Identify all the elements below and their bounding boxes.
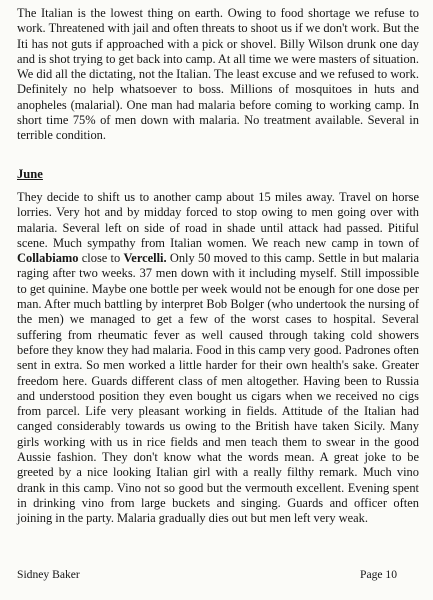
footer-author: Sidney Baker bbox=[17, 568, 80, 581]
paragraph-malaria-camp: The Italian is the lowest thing on earth. Owing to food shortage we refuse to work. Threatened with jail and often threats to shoot us if we don't work. But the Iti has not guts if approached with a pick or shovel. Billy Wilson drunk one day and is shot trying to get back into camp. At all time we were masters of situation. We did all the dictating, not the Italian. The least excuse and we refused to work. Definitely no help whatsoever to boss. Millions of mosquitoes in huts and anopheles (malarial). One man had malaria before coming to working camp. In short time 75% of men down with malaria. No treatment available. Several in terrible condition. bbox=[17, 6, 419, 143]
footer-page-number: Page 10 bbox=[360, 568, 398, 581]
section-heading: June bbox=[17, 167, 43, 181]
place-name-collabiamo: Collabiamo bbox=[17, 251, 79, 266]
place-name-vercelli: Vercelli. bbox=[123, 251, 167, 266]
paragraph-june-text-a: They decide to shift us to another camp about 15 miles away. Travel on horse lorries. Very hot and by midday forced to stop owing to men going over with malaria. Several left on side of road in shade until attack had passed. Pitiful scene. Much sympathy from Italian women. We reach new camp in town of bbox=[17, 190, 419, 250]
paragraph-june-text-c: Only 50 moved to this camp. Settle in but malaria raging after two weeks. 37 men down with it including myself. Still impossible to get quinine. Maybe one bottle per week would not be enough for one dose per man. After much battling by interpret Bob Bolger (who undertook the nursing of the men) we managed to get a few of the worst cases to hospital. Several suffering from rheumatic fever as well caused through taking cold showers before they know they had malaria. Food in this camp very good. Padrones often sent in extra. So men worked a little harder for their own health's sake. Greater freedom here. Guards different class of men altogether. Having been to Russia and understood position they even bought us cigars when we received no cigs from parcel. Life very pleasant working in fields. Attitude of the Italian had canged considerably towards us owing to the British have taken Sicily. Many girls working with us in rice fields and men teach them to swear in the good Aussie fashion. They don't know what the words mean. A great joke to be greeted by a nice looking Italian girl with a really filthy remark. Much vino drank in this camp. Vino not so good but the vermouth excellent. Evening spent in drinking vino from large buckets and singing. Guards and officer often joining in the party. Malaria gradually dies out but men left very weak. bbox=[17, 251, 419, 526]
paragraph-june-text-b: close to bbox=[78, 251, 124, 266]
paragraph-june bbox=[17, 190, 419, 527]
